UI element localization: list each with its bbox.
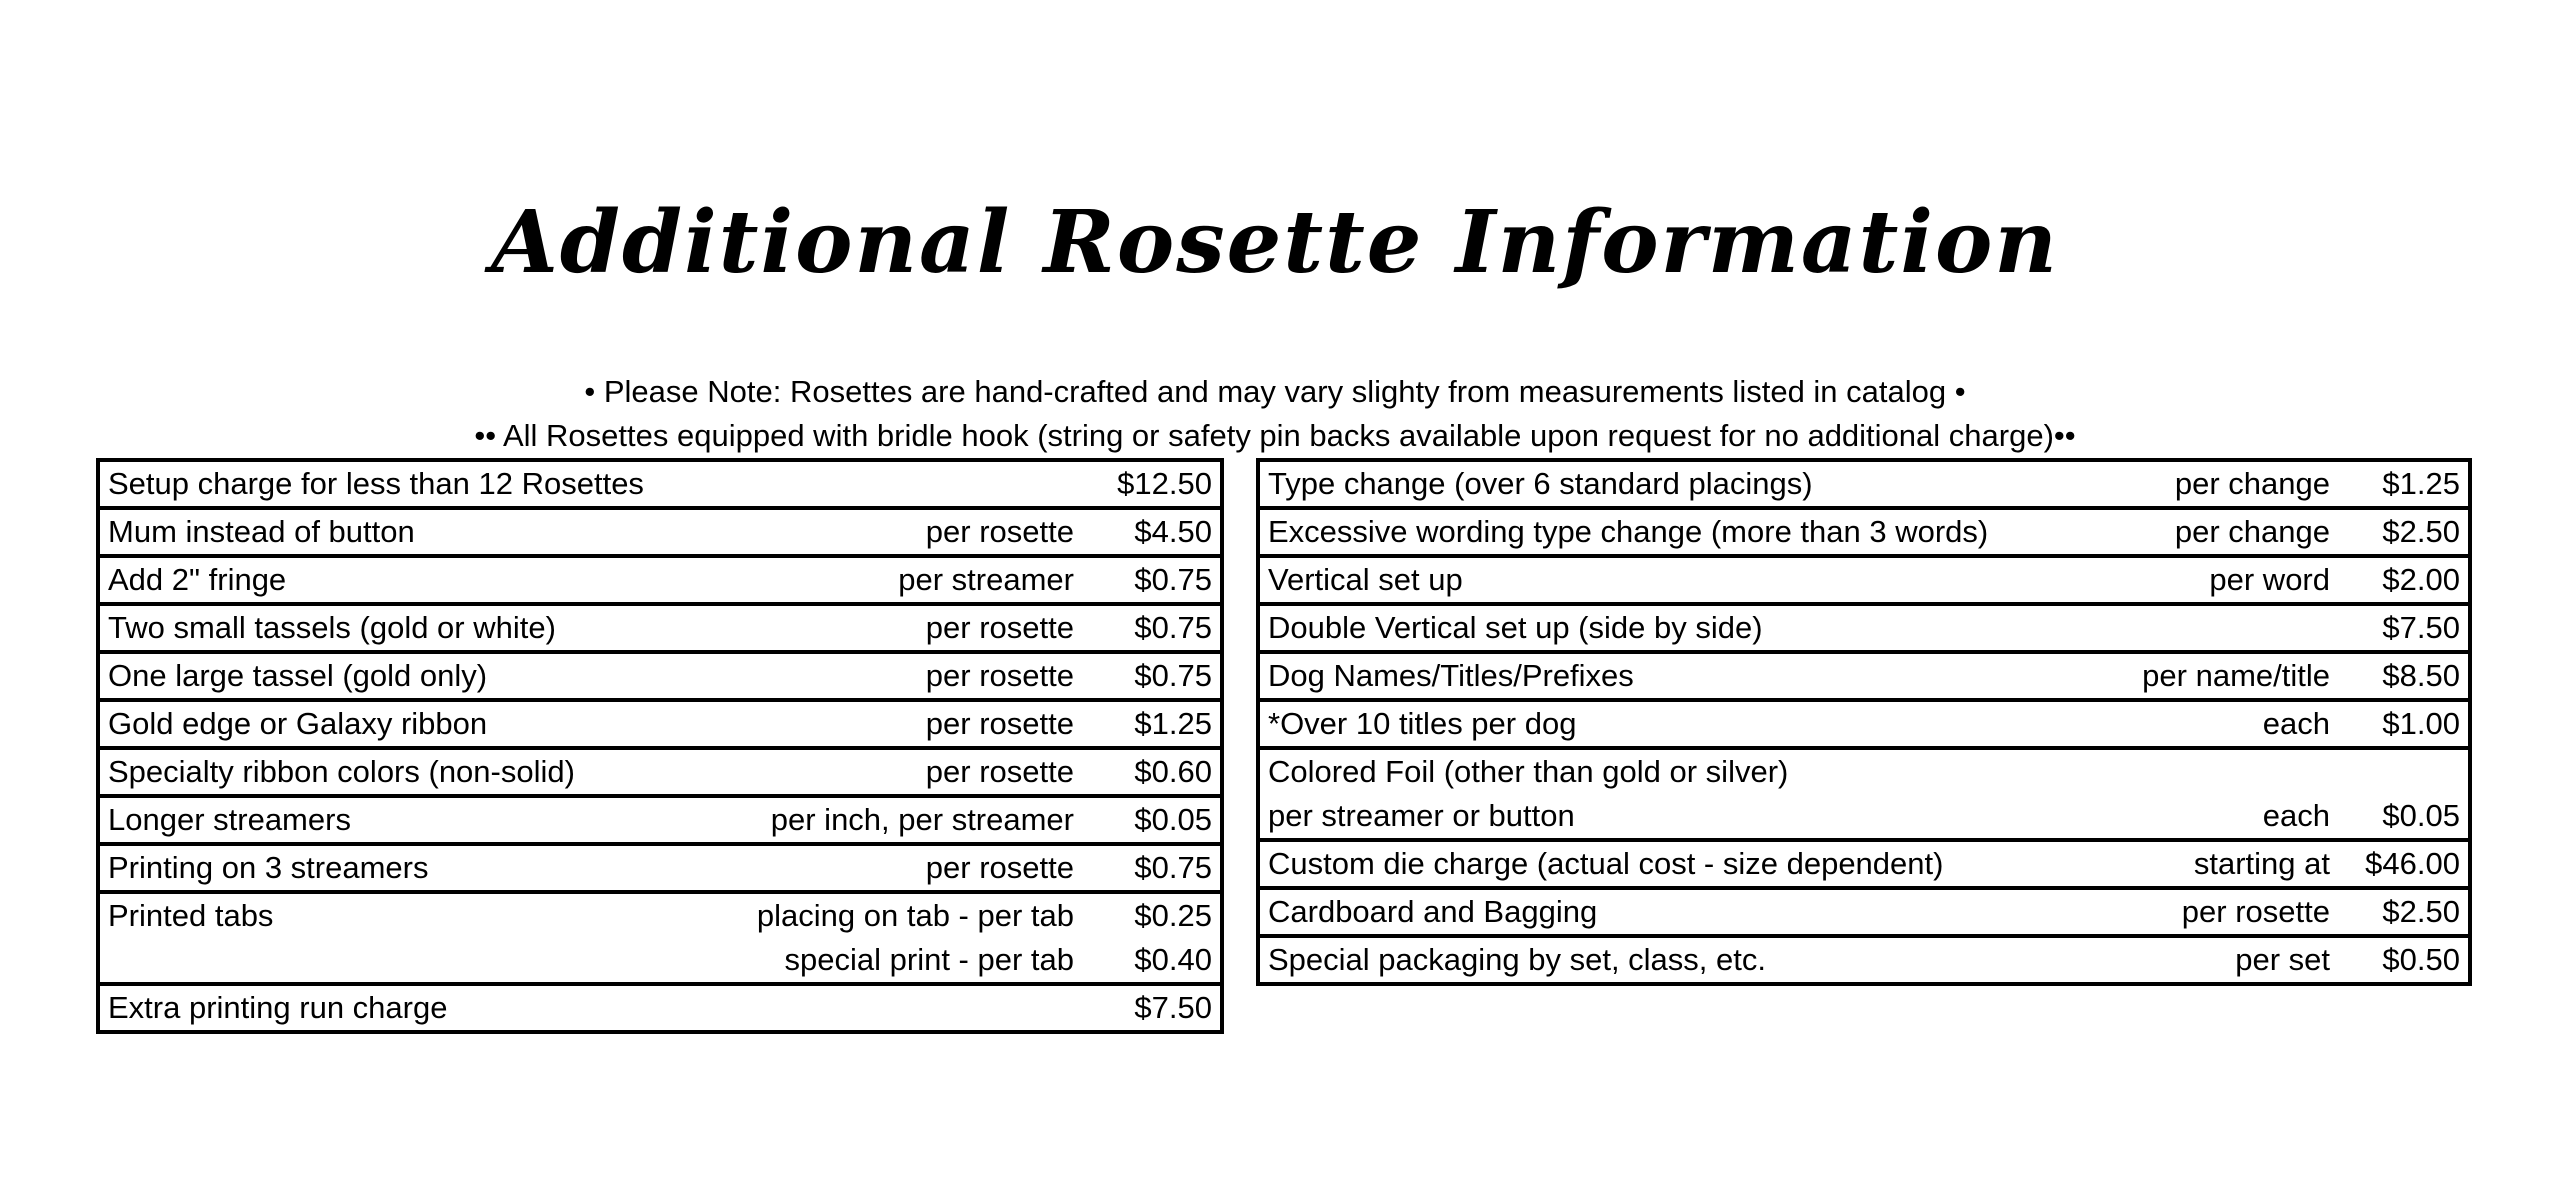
price-row xyxy=(98,700,1222,748)
item-price xyxy=(2338,748,2470,794)
price-row xyxy=(98,556,1222,604)
item-unit: special print - per tab xyxy=(718,938,1082,984)
price-row xyxy=(98,984,1222,1032)
price-row xyxy=(1258,556,2470,604)
item-description: Double Vertical set up (side by side) xyxy=(1258,604,2058,652)
item-price: $7.50 xyxy=(2338,604,2470,652)
item-unit xyxy=(2058,748,2338,794)
price-row xyxy=(98,460,1222,508)
price-row xyxy=(1258,508,2470,556)
item-unit: per rosette xyxy=(718,700,1082,748)
item-unit: per rosette xyxy=(718,844,1082,892)
item-price: $0.05 xyxy=(1082,796,1222,844)
price-row xyxy=(1258,652,2470,700)
item-unit: per change xyxy=(2058,508,2338,556)
item-unit xyxy=(718,984,1082,1032)
item-price: $0.05 xyxy=(2338,794,2470,840)
item-unit: per word xyxy=(2058,556,2338,604)
item-unit xyxy=(718,460,1082,508)
price-row xyxy=(1258,794,2470,840)
price-row xyxy=(1258,748,2470,794)
item-price: $0.60 xyxy=(1082,748,1222,796)
item-unit: per set xyxy=(2058,936,2338,984)
page-title: Additional Rosette Information xyxy=(491,192,2059,293)
item-description: Type change (over 6 standard placings) xyxy=(1258,460,2058,508)
item-description: Setup charge for less than 12 Rosettes xyxy=(98,460,718,508)
item-unit: placing on tab - per tab xyxy=(718,892,1082,938)
item-unit: each xyxy=(2058,794,2338,840)
note-bridle-hook: •• All Rosettes equipped with bridle hook (string or safety pin backs available upon request for no additional charge)•• xyxy=(474,418,2076,453)
item-description: One large tassel (gold only) xyxy=(98,652,718,700)
price-row xyxy=(98,796,1222,844)
item-price: $0.75 xyxy=(1082,844,1222,892)
item-price: $46.00 xyxy=(2338,840,2470,888)
item-unit: per change xyxy=(2058,460,2338,508)
price-row xyxy=(98,652,1222,700)
item-description: Vertical set up xyxy=(1258,556,2058,604)
item-unit xyxy=(2058,604,2338,652)
right-price-table xyxy=(1256,458,2472,986)
item-unit: starting at xyxy=(2058,840,2338,888)
item-description xyxy=(98,938,718,984)
item-description: Printed tabs xyxy=(98,892,718,938)
item-unit: per name/title xyxy=(2058,652,2338,700)
item-description: Dog Names/Titles/Prefixes xyxy=(1258,652,2058,700)
item-unit: per rosette xyxy=(718,652,1082,700)
item-price: $7.50 xyxy=(1082,984,1222,1032)
item-description: Cardboard and Bagging xyxy=(1258,888,2058,936)
item-unit: per inch, per streamer xyxy=(718,796,1082,844)
item-description: per streamer or button xyxy=(1258,794,2058,840)
item-description: Printing on 3 streamers xyxy=(98,844,718,892)
item-unit: each xyxy=(2058,700,2338,748)
price-row xyxy=(98,748,1222,796)
item-price: $0.40 xyxy=(1082,938,1222,984)
item-price: $2.00 xyxy=(2338,556,2470,604)
price-row xyxy=(1258,604,2470,652)
item-price: $12.50 xyxy=(1082,460,1222,508)
price-row xyxy=(98,892,1222,938)
price-row xyxy=(98,604,1222,652)
item-price: $8.50 xyxy=(2338,652,2470,700)
item-unit: per rosette xyxy=(2058,888,2338,936)
item-description: Colored Foil (other than gold or silver) xyxy=(1258,748,2058,794)
item-description: Extra printing run charge xyxy=(98,984,718,1032)
item-price: $0.75 xyxy=(1082,652,1222,700)
price-row xyxy=(98,938,1222,984)
item-description: Custom die charge (actual cost - size dependent) xyxy=(1258,840,2058,888)
item-description: Two small tassels (gold or white) xyxy=(98,604,718,652)
item-price: $2.50 xyxy=(2338,888,2470,936)
item-description: Add 2" fringe xyxy=(98,556,718,604)
item-price: $1.25 xyxy=(1082,700,1222,748)
item-price: $0.50 xyxy=(2338,936,2470,984)
item-price: $0.75 xyxy=(1082,556,1222,604)
item-description: Mum instead of button xyxy=(98,508,718,556)
item-price: $2.50 xyxy=(2338,508,2470,556)
item-description: Excessive wording type change (more than 3 words) xyxy=(1258,508,2058,556)
item-description: Specialty ribbon colors (non-solid) xyxy=(98,748,718,796)
item-price: $4.50 xyxy=(1082,508,1222,556)
price-row xyxy=(1258,840,2470,888)
item-price: $1.00 xyxy=(2338,700,2470,748)
left-price-table xyxy=(96,458,1224,1034)
right-price-table-body xyxy=(1258,460,2470,984)
price-row xyxy=(98,844,1222,892)
item-unit: per rosette xyxy=(718,748,1082,796)
note-handcrafted: • Please Note: Rosettes are hand-crafted and may vary slighty from measurements listed in catalog • xyxy=(584,374,1966,409)
price-row xyxy=(98,508,1222,556)
item-description: Gold edge or Galaxy ribbon xyxy=(98,700,718,748)
price-row xyxy=(1258,936,2470,984)
item-price: $1.25 xyxy=(2338,460,2470,508)
item-unit: per streamer xyxy=(718,556,1082,604)
item-price: $0.25 xyxy=(1082,892,1222,938)
item-unit: per rosette xyxy=(718,508,1082,556)
item-description: *Over 10 titles per dog xyxy=(1258,700,2058,748)
item-price: $0.75 xyxy=(1082,604,1222,652)
item-description: Special packaging by set, class, etc. xyxy=(1258,936,2058,984)
item-description: Longer streamers xyxy=(98,796,718,844)
left-price-table-body xyxy=(98,460,1222,1032)
price-row xyxy=(1258,888,2470,936)
price-row xyxy=(1258,700,2470,748)
item-unit: per rosette xyxy=(718,604,1082,652)
price-row xyxy=(1258,460,2470,508)
